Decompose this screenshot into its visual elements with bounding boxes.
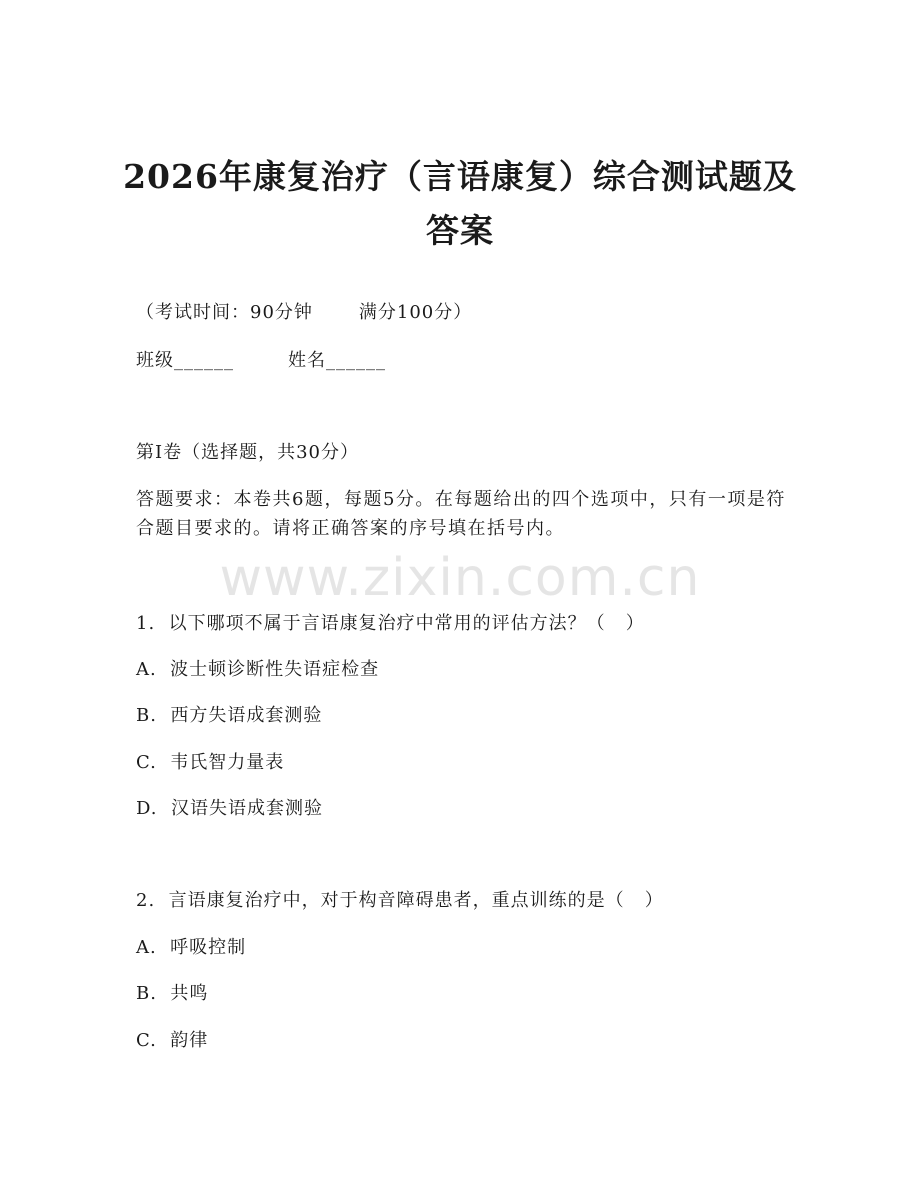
question-1-option-a: A. 波士顿诊断性失语症检查 — [136, 659, 380, 680]
exam-time: （考试时间：90分钟 — [136, 302, 313, 323]
document-title: 2026年康复治疗（言语康复）综合测试题及答案 — [123, 157, 797, 250]
student-fields — [136, 347, 386, 375]
question-1-option-c: C. 韦氏智力量表 — [136, 752, 285, 773]
name-field: 姓名______ — [288, 350, 386, 371]
question-2-option-a: A. 呼吸控制 — [136, 937, 247, 958]
section-instructions: 答题要求：本卷共6题，每题5分。在每题给出的四个选项中，只有一项是符合题目要求的。请将正确答案的序号填在括号内。 — [136, 489, 786, 539]
section-heading: 第Ⅰ卷（选择题，共30分） — [136, 442, 360, 463]
question-1-stem: 1. 以下哪项不属于言语康复治疗中常用的评估方法？（ ） — [136, 613, 645, 634]
question-1-option-b: B. 西方失语成套测验 — [136, 705, 323, 726]
question-2-option-c: C. 韵律 — [136, 1030, 209, 1051]
question-2-stem: 2. 言语康复治疗中，对于构音障碍患者，重点训练的是（ ） — [136, 890, 664, 911]
question-1-option-d: D. 汉语失语成套测验 — [136, 798, 323, 819]
exam-info — [136, 299, 472, 327]
class-field: 班级______ — [136, 350, 234, 371]
question-2-option-b: B. 共鸣 — [136, 983, 209, 1004]
watermark: www.zixin.com.cn — [219, 548, 701, 608]
exam-score: 满分100分） — [358, 302, 473, 323]
